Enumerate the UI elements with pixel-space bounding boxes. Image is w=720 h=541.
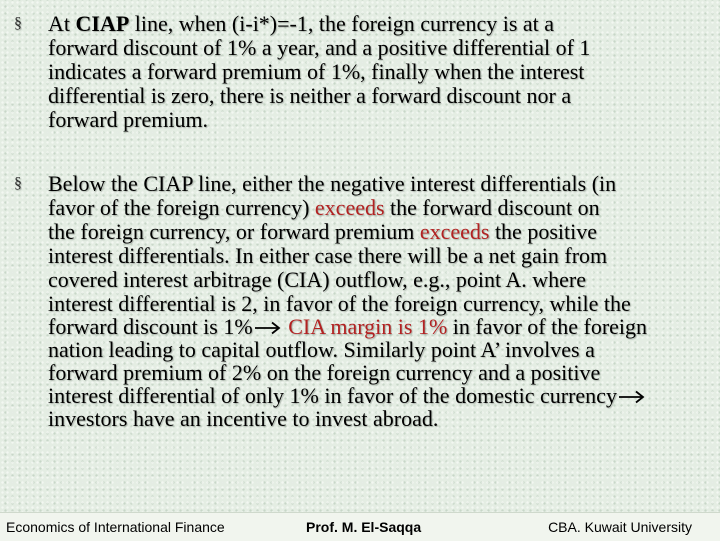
text-line: indicates a forward premium of 1%, finally when the interest bbox=[48, 59, 585, 84]
text-line: differential is zero, there is neither a forward discount nor a bbox=[48, 83, 572, 108]
text-line: At CIAP line, when (i-i*)=-1, the foreign currency is at a bbox=[48, 11, 555, 36]
footer-bar bbox=[0, 512, 720, 541]
text-line: Below the CIAP line, either the negative interest differentials (in bbox=[48, 171, 617, 196]
text-line: covered interest arbitrage (CIA) outflow, e.g., point A. where bbox=[48, 267, 587, 292]
emphasis-text: exceeds bbox=[419, 219, 490, 244]
text-line: forward premium. bbox=[48, 107, 209, 132]
text-line: forward discount is 1% CIA margin is 1% in favor of the foreign bbox=[48, 314, 648, 339]
right-arrow-icon bbox=[254, 321, 282, 335]
text-line: the foreign currency, or forward premium exceeds the positive bbox=[48, 219, 597, 244]
footer-course-title: Economics of International Finance bbox=[6, 519, 225, 535]
text-line: forward discount of 1% a year, and a positive differential of 1 bbox=[48, 35, 591, 60]
right-arrow-icon bbox=[618, 390, 646, 404]
section-sign-icon: § bbox=[14, 175, 22, 192]
bullet-point-2 bbox=[14, 171, 700, 431]
footer-author: Prof. M. El-Saqqa bbox=[306, 519, 422, 535]
footer-institution: CBA. Kuwait University bbox=[548, 519, 692, 535]
text-line: favor of the foreign currency) exceeds the forward discount on bbox=[48, 195, 600, 220]
text-line: interest differentials. In either case there will be a net gain from bbox=[48, 243, 608, 268]
text-line: investors have an incentive to invest abroad. bbox=[48, 406, 439, 431]
bullet-point-1 bbox=[14, 11, 700, 132]
emphasis-text: exceeds bbox=[314, 195, 385, 220]
text-line: forward premium of 2% on the foreign currency and a positive bbox=[48, 360, 601, 385]
text-line: interest differential is 2, in favor of the foreign currency, while the bbox=[48, 291, 631, 316]
text-line: nation leading to capital outflow. Similarly point A’ involves a bbox=[48, 337, 595, 362]
ciap-term: CIAP bbox=[75, 11, 130, 36]
text-line: interest differential of only 1% in favor of the domestic currency bbox=[48, 384, 700, 407]
emphasis-text: CIA margin is 1% bbox=[282, 314, 448, 339]
section-sign-icon: § bbox=[14, 15, 22, 32]
